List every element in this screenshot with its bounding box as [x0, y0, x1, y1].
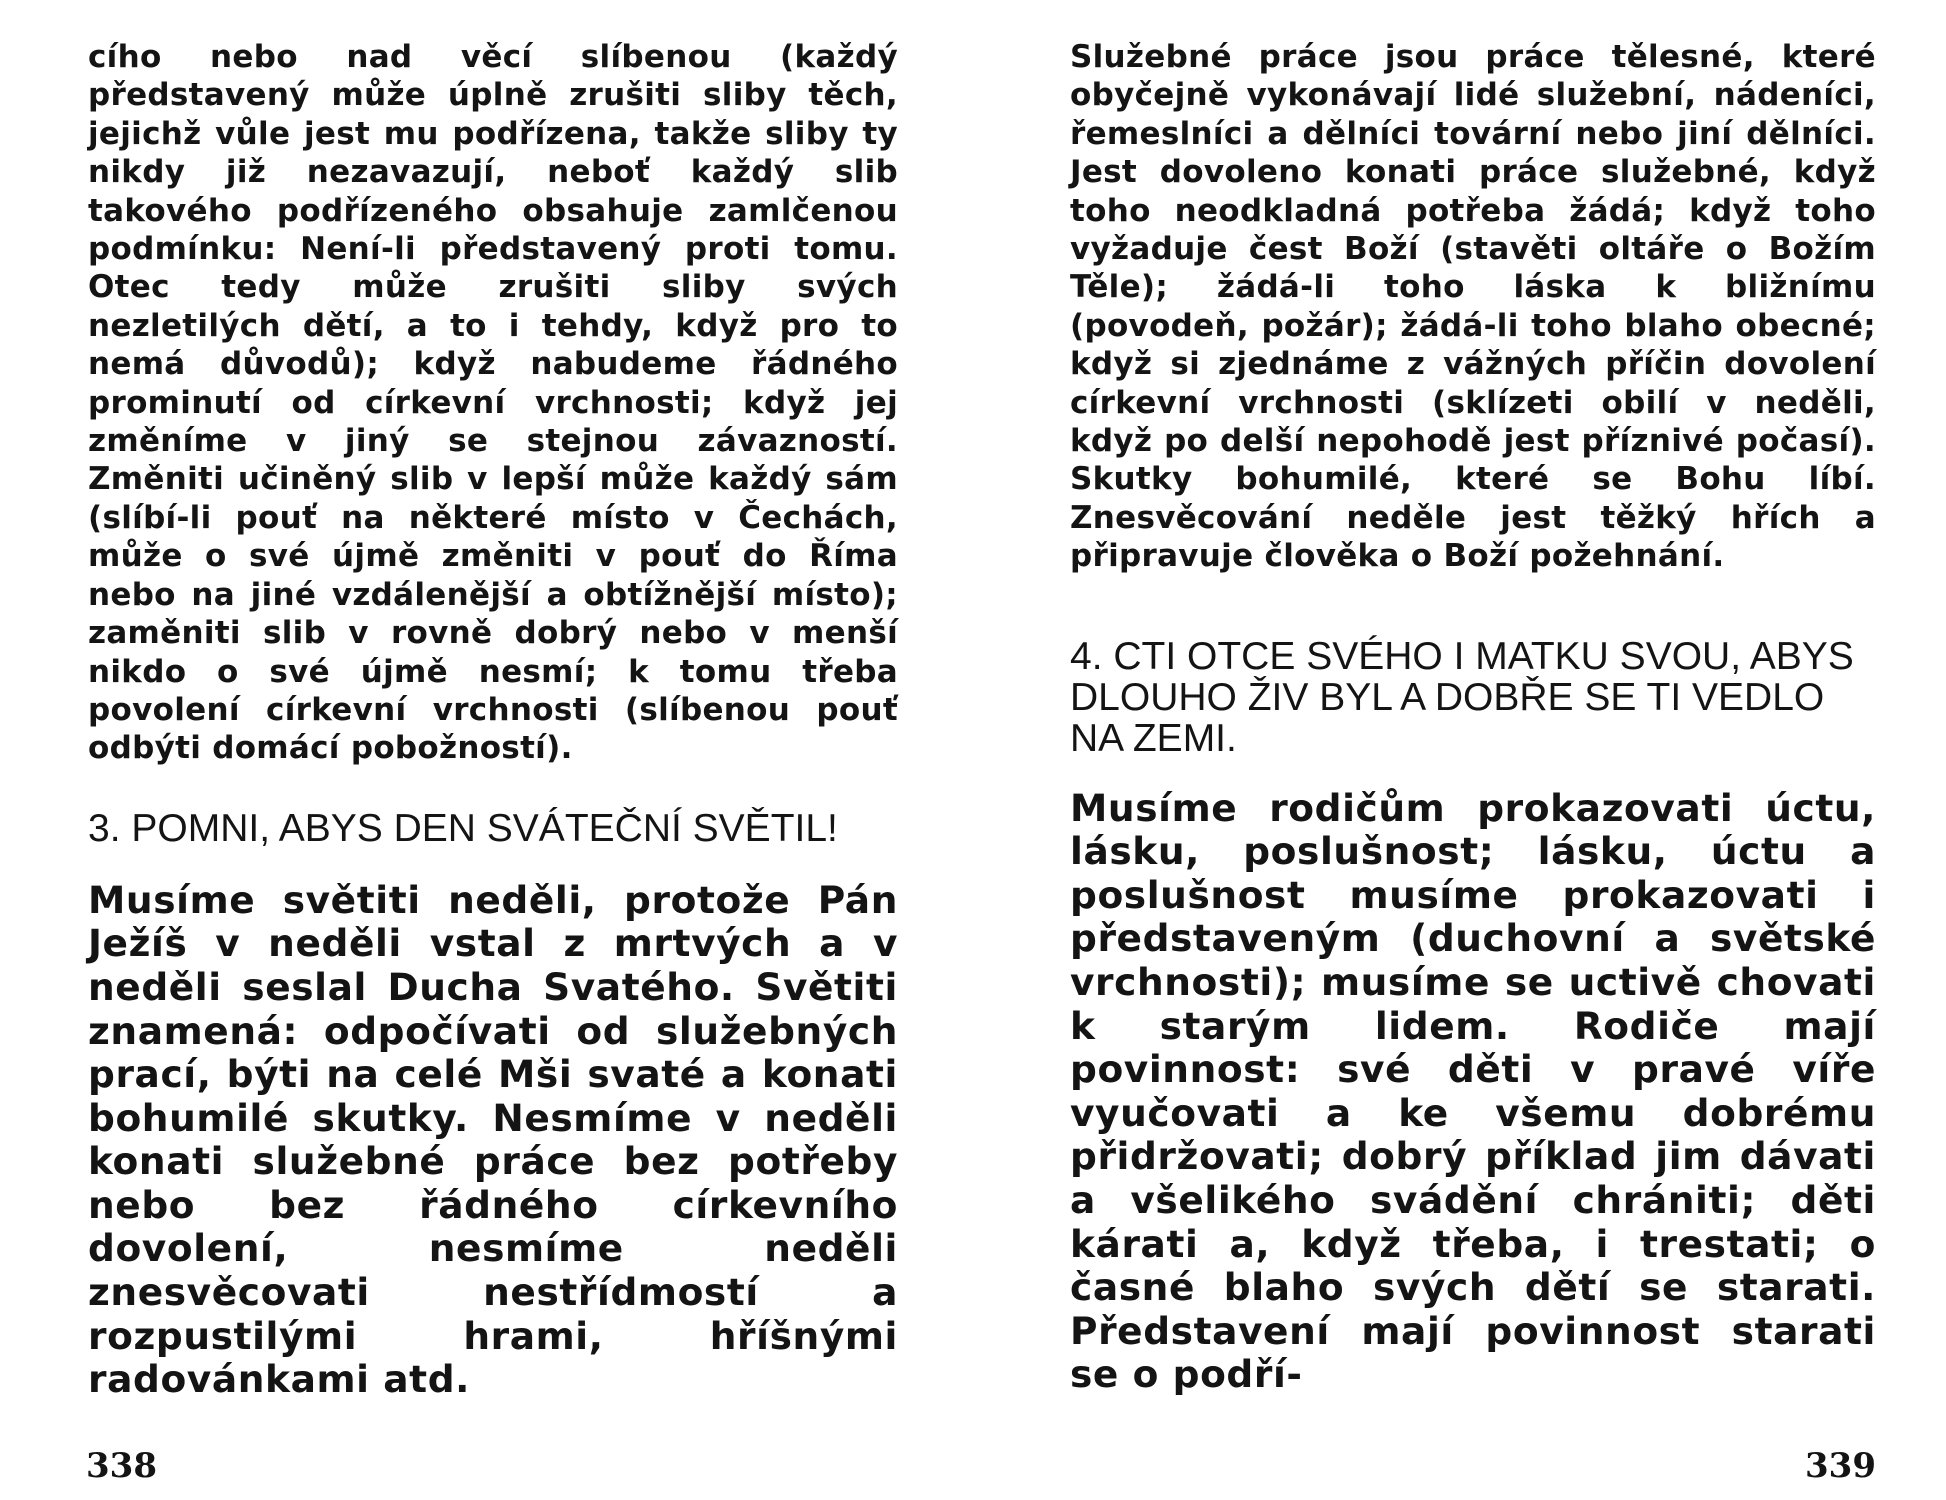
right-intro-paragraph: Služebné práce jsou práce tělesné, které obyčejně vykonávají lidé služební, nádeníci, řemeslníci a dělníci tovární nebo jiní dělníci. Jest dovoleno konati práce služebné, když toho neodkladná potřeba žádá; když toho vyžaduje čest Boží (stavěti oltáře o Božím Těle); žádá-li toho láska k bližnímu (povodeň, požár); žádá-li toho blaho obecné; když si zjednáme z vážných příčin dovolení církevní vrchnosti (sklízeti obilí v neděli, když po delší nepohodě jest příznivé počasí). Skutky bohumilé, které se Bohu líbí. Znesvěcování neděle jest těžký hřích a připravuje člověka o Boží požehnání.: [1070, 39, 1876, 575]
left-body-paragraph: Musíme světiti neděli, protože Pán Ježíš v neděli vstal z mrtvých a v neděli seslal Ducha Svatého. Světiti znamená: odpočívati od služebných prací, býti na celé Mši svaté a konati bohumilé skutky. Nesmíme v neděli konati služebné práce bez potřeby nebo bez řádného církevního dovolení, nesmíme neděli znesvěcovati nestřídmostí a rozpustilými hrami, hříšnými radovánkami atd.: [88, 877, 898, 1402]
left-page-column: [88, 38, 898, 1402]
right-page-column: [1070, 38, 1876, 1397]
right-section-heading: 4. CTI OTCE SVÉHO I MATKU SVOU, ABYS DLOUHO ŽIV BYL A DOBŘE SE TI VEDLO NA ZEMI.: [1070, 634, 1854, 760]
right-body-paragraph: Musíme rodičům prokazovati úctu, lásku, poslušnost; lásku, úctu a poslušnost musíme prokazovati i představeným (duchovní a světské vrchnosti); musíme se uctivě chovati k starým lidem. Rodiče mají povinnost: své děti v pravé víře vyučovati a ke všemu dobrému přidržovati; dobrý příklad jim dávati a všelikého svádění chrániti; děti kárati a, když třeba, i trestati; o časné blaho svých dětí se starati. Představení mají povinnost starati se o podří-: [1070, 785, 1876, 1397]
right-page-number: 339: [1805, 1446, 1876, 1486]
left-page-number: 338: [86, 1446, 157, 1486]
left-intro-paragraph: cího nebo nad věcí slíbenou (každý představený může úplně zrušiti sliby těch, jejichž vůle jest mu podřízena, takže sliby ty nikdy již nezavazují, neboť každý slib takového podřízeného obsahuje zamlčenou podmínku: Není-li představený proti tomu. Otec tedy může zrušiti sliby svých nezletilých dětí, a to i tehdy, když pro to nemá důvodů); když nabudeme řádného prominutí od církevní vrchnosti; když jej změníme v jiný se stejnou závazností. Změniti učiněný slib v lepší může každý sám (slíbí-li pouť na některé místo v Čechách, může o své újmě změniti v pouť do Říma nebo na jiné vzdálenější a obtížnější místo); zaměniti slib v rovně dobrý nebo v menší nikdo o své újmě nesmí; k tomu třeba povolení církevní vrchnosti (slíbenou pouť odbýti domácí pobožností).: [88, 39, 898, 767]
right-page: [973, 0, 1946, 1500]
left-section-heading: 3. POMNI, ABYS DEN SVÁTEČNÍ SVĚTIL!: [88, 806, 838, 850]
